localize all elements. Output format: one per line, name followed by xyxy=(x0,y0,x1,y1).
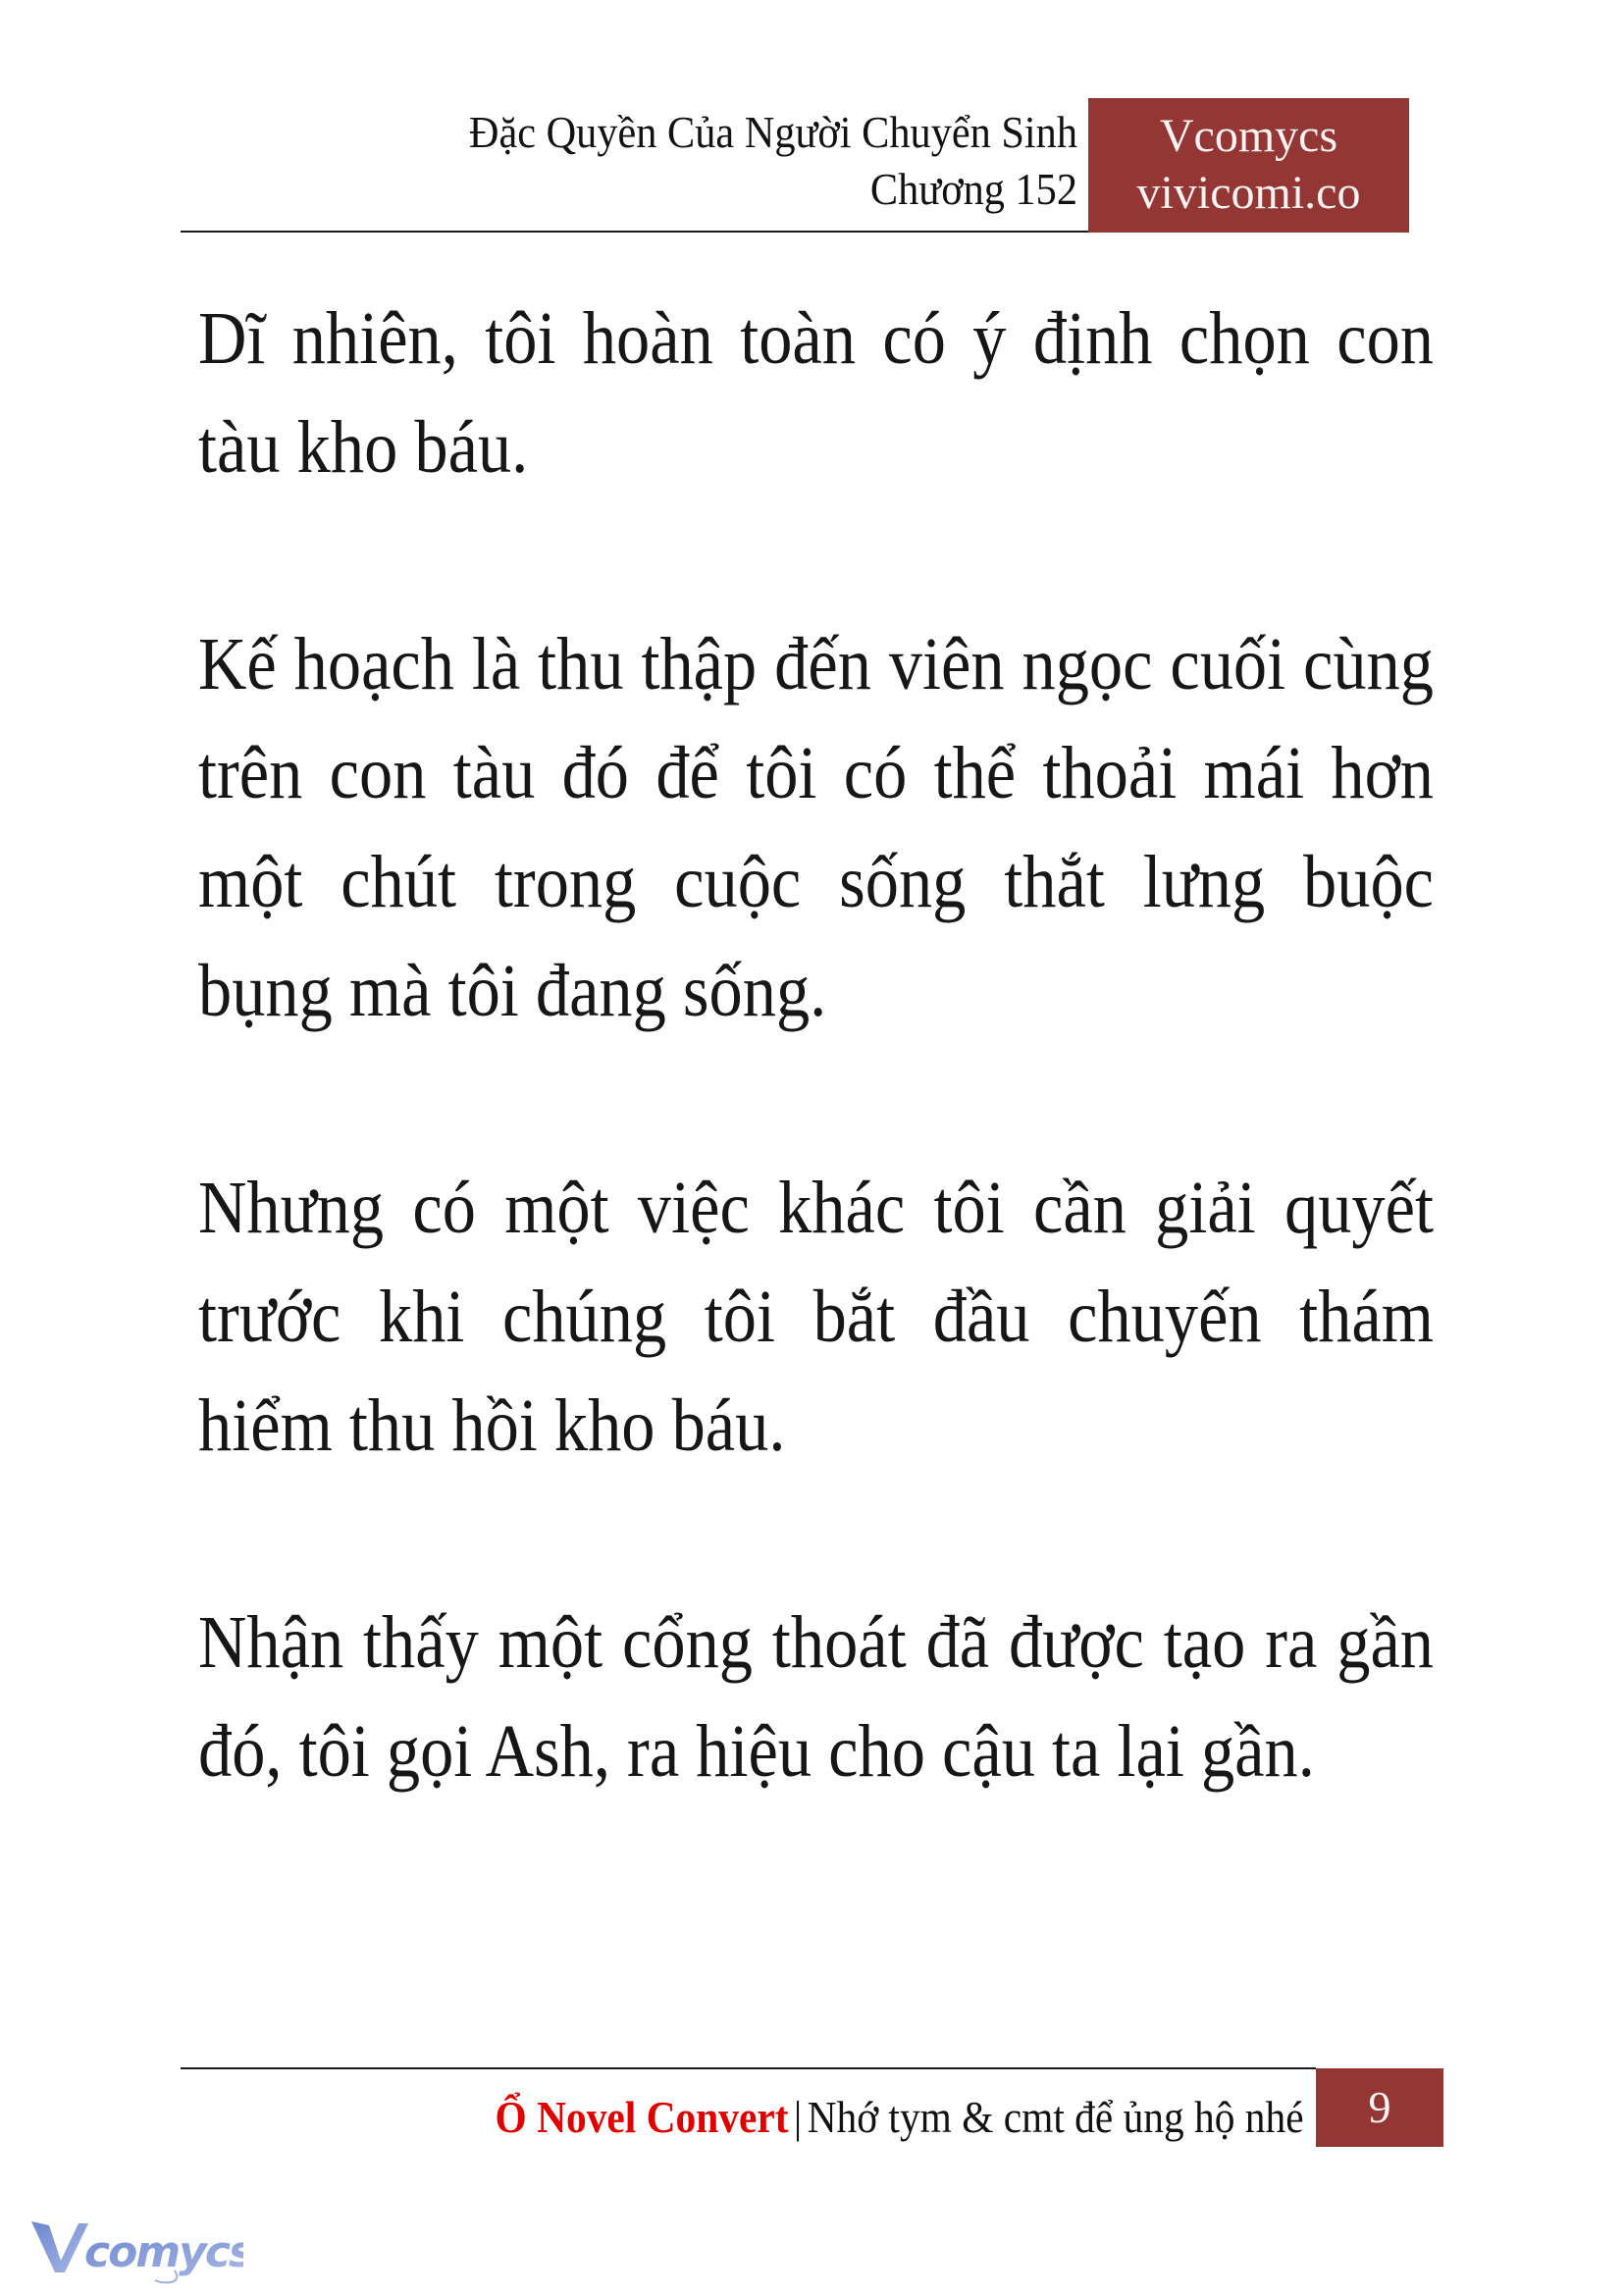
chapter-body xyxy=(198,285,1433,1914)
paragraph: Nhận thấy một cổng thoát đã được tạo ra gần đó, tôi gọi Ash, ra hiệu cho cậu ta lại gần. xyxy=(198,1601,1435,1793)
vcomycs-logo-icon xyxy=(27,2216,243,2284)
svg-text:comycs: comycs xyxy=(84,2227,243,2277)
page-header-titles xyxy=(252,104,1077,218)
chapter-label: Chương 152 xyxy=(869,164,1077,214)
paragraph: Kế hoạch là thu thập đến viên ngọc cuối cùng trên con tàu đó để tôi có thể thoải mái hơn một chút trong cuộc sống thắt lưng buộc bụng mà tôi đang sống. xyxy=(198,623,1435,1032)
page-footer xyxy=(181,2090,1304,2145)
brand-box xyxy=(1088,98,1409,233)
paragraph: Dĩ nhiên, tôi hoàn toàn có ý định chọn con tàu kho báu. xyxy=(198,297,1435,489)
page-number: 9 xyxy=(1316,2068,1443,2147)
footer-divider xyxy=(181,2067,1316,2069)
book-title: Đặc Quyền Của Người Chuyển Sinh xyxy=(468,107,1077,157)
footer-note: Nhớ tym & cmt để ủng hộ nhé xyxy=(808,2092,1304,2142)
footer-brand: Ổ Novel Convert xyxy=(495,2092,789,2142)
brand-name: Vcomycs xyxy=(1159,110,1338,162)
footer-separator: | xyxy=(794,2092,803,2142)
paragraph: Nhưng có một việc khác tôi cần giải quyết trước khi chúng tôi bắt đầu chuyến thám hiểm thu hồi kho báu. xyxy=(198,1167,1435,1467)
brand-url: vivicomi.co xyxy=(1136,167,1361,219)
header-divider xyxy=(181,231,1089,233)
